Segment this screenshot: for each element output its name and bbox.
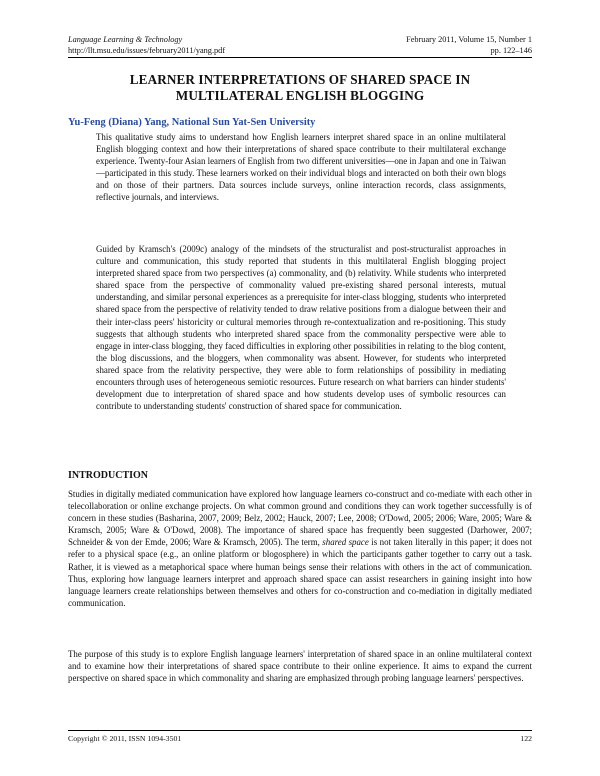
footer-divider bbox=[68, 730, 532, 731]
intro-text-part-1: Studies in digitally mediated communication have explored how language learners co-construct and co-mediate with each other in telecollaboration or online exchange projects. On what common ground and conditions they can work together successfully is of concern in these studies (Basharina, 2007, 2009; Belz, 2002; Hauck, 2007; Lee, 2008; O'Dowd, 2005; 2006; Ware, 2005; Ware & Kramsch, 2005; Ware & O'Dowd, 2008). The importance of shared space has frequently been suggested (Darhower, 2007; Schneider & von der Emde, 2006; Ware & Kramsch, 2005). The term, bbox=[68, 489, 532, 548]
title-line-1: LEARNER INTERPRETATIONS OF SHARED SPACE IN bbox=[129, 72, 471, 87]
copyright-notice: Copyright © 2011, ISSN 1094-3501 bbox=[68, 734, 182, 743]
author-affiliation: Yu-Feng (Diana) Yang, National Sun Yat-Sen University bbox=[68, 117, 316, 128]
intro-text-part-2: is not taken literally in this paper; it does not refer to a physical space (e.g., an online platform or blogosphere) in which the participants gather together to carry out a task. Rather, it is viewed as a metaphorical space where human beings sense their relations with others in the act of communication. Thus, exploring how language learners interpret and approach shared space can assist researchers in gaining insight into how language learners create relationships between themselves and others for co-construction and co-mediation in digitally mediated communication. bbox=[68, 537, 532, 608]
introduction-paragraph-2: The purpose of this study is to explore English language learners' interpretation of shared space in an online multilateral context and to examine how their interpretations of shared space contribute to their online experience. It aims to expand the current perspective on shared space in which commonality and sharing are emphasized through probing language learners' perspectives. bbox=[68, 649, 532, 684]
running-header bbox=[68, 34, 532, 56]
article-url[interactable]: http://llt.msu.edu/issues/february2011/yang.pdf bbox=[68, 46, 226, 55]
issue-info: February 2011, Volume 15, Number 1 bbox=[406, 35, 532, 44]
section-heading-introduction: INTRODUCTION bbox=[68, 470, 149, 481]
header-divider bbox=[68, 57, 532, 58]
title-line-2: MULTILATERAL ENGLISH BLOGGING bbox=[175, 88, 425, 103]
abstract-paragraph-2: Guided by Kramsch's (2009c) analogy of the mindsets of the structuralist and post-structuralist approaches in culture and communication, this study reported that students in this multilateral English blogging project interpreted shared space from two perspectives (a) commonality, and (b) relativity. While students who interpreted shared space from the perspective of commonality valued pre-existing shared personal interests, mutual understanding, and similar personal experiences as a prerequisite for inter-class blogging, students who interpreted shared space from the perspective of relativity tended to draw relative positions from a dialogue between their and their inter-class peers' historicity or cultural memories through re-contextualization and re-positioning. This study suggests that although students who interpreted shared space from the commonality perspective were able to engage in inter-class blogging, they faced difficulties in exploring other possibilities in relating to the blog content, the blog discussions, and the bloggers, when commonality was absent. However, for students who interpreted shared space from the relativity perspective, they were able to form relationships of possibility in mediating encounters through uses of heterogeneous semiotic resources. Future research on what barriers can hinder students' development due to interpretation of shared space and how students develop uses of symbolic resources can contribute to understanding students' construction of shared space for communication. bbox=[96, 244, 506, 412]
journal-name: Language Learning & Technology bbox=[68, 35, 183, 44]
shared-space-term: shared space bbox=[322, 537, 369, 548]
page-footer bbox=[68, 734, 532, 744]
introduction-paragraph-1 bbox=[68, 488, 532, 609]
paper-title bbox=[68, 72, 532, 104]
abstract-paragraph-1: This qualitative study aims to understand how English learners interpret shared space in an online multilateral English blogging context and how their interpretations of shared space contribute to their multilateral exchange experience. Twenty-four Asian learners of English from two different universities—one in Japan and one in Taiwan—participated in this study. These learners worked on their individual blogs and interacted on both their own blogs and on those of their partners. Data sources include surveys, online interaction records, class assignments, reflective journals, and interviews. bbox=[96, 132, 506, 203]
page-range: pp. 122–146 bbox=[490, 46, 532, 55]
page-number: 122 bbox=[520, 734, 532, 743]
